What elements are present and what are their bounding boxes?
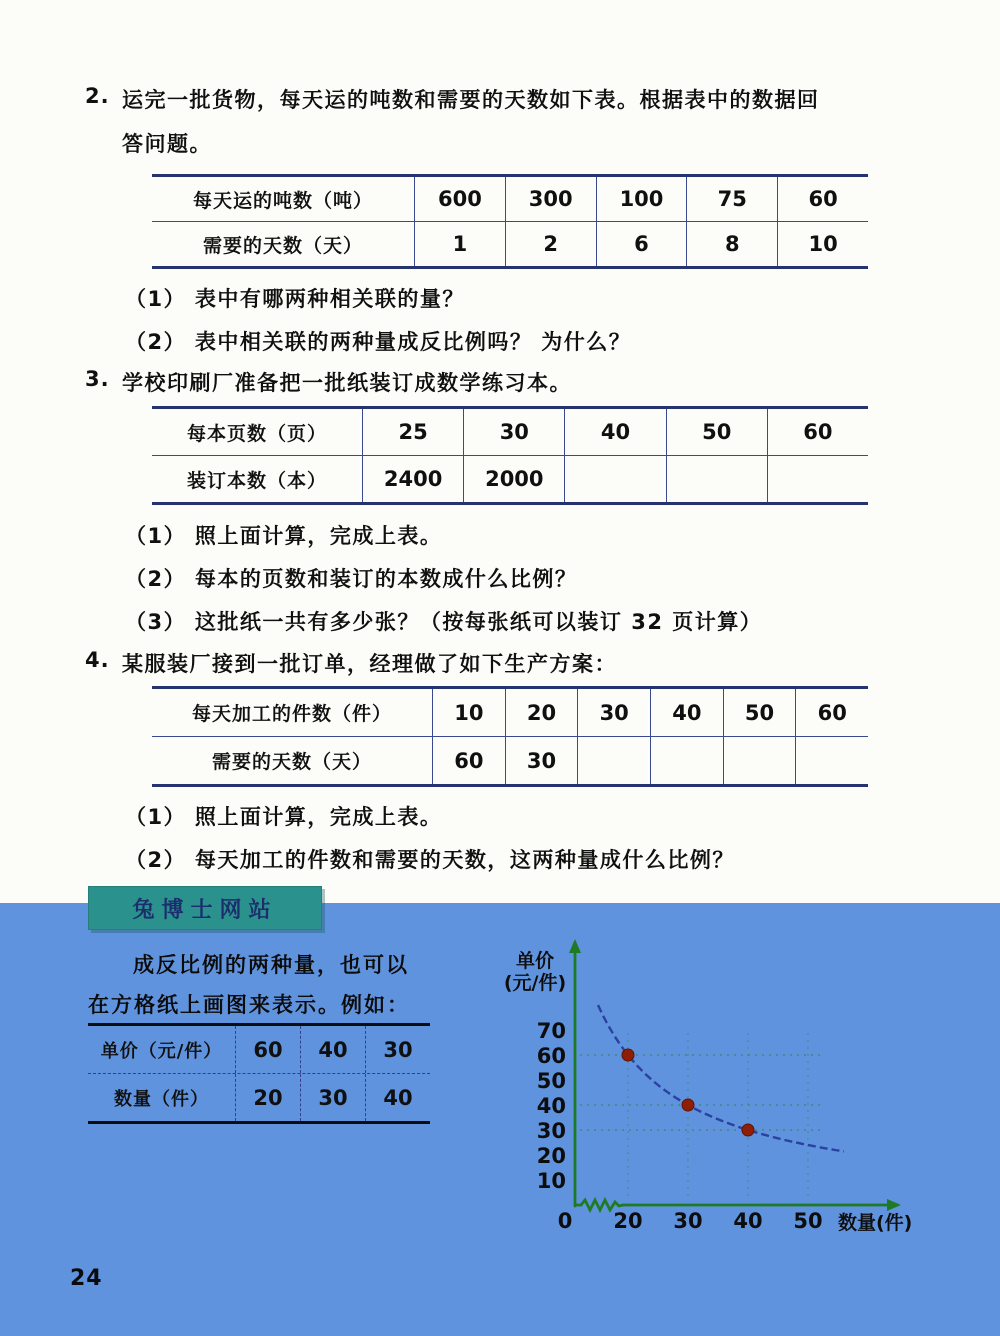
question-2-text-line2: 答问题。 [122,132,212,156]
page-number: 24 [70,1266,103,1291]
svg-text:60: 60 [536,1044,566,1068]
table-cell: 40 [300,1026,365,1073]
svg-text:40: 40 [733,1209,763,1233]
table-cell: 2 [505,222,596,266]
svg-text:20: 20 [613,1209,643,1233]
table-row [152,409,868,455]
table-cell: 60 [777,177,868,221]
svg-text:10: 10 [536,1169,566,1193]
table-cell: 100 [596,177,687,221]
question-3-number: 3. [85,367,110,391]
q3-table [152,406,868,505]
q2-subquestion-1: （1） 表中有哪两种相关联的量？ [125,287,465,311]
panel-badge: 兔博士网站 [88,886,322,930]
table-cell: 60 [235,1026,300,1073]
table-cell: 10 [777,222,868,266]
q2-subquestion-2: （2） 表中相关联的两种量成反比例吗？ 为什么？ [125,330,632,354]
table-cell: 60 [795,689,868,736]
table-cell [650,737,723,784]
question-4-number: 4. [85,648,110,672]
q3-subquestion-2: （2） 每本的页数和装订的本数成什么比例？ [125,567,578,591]
table-cell: 6 [596,222,687,266]
row-label: 每本页数（页） [186,422,327,445]
table-cell: 40 [650,689,723,736]
q4-subquestion-2: （2） 每天加工的件数和需要的天数，这两种量成什么比例？ [125,848,735,872]
price-quantity-table [88,1023,430,1124]
table-row [88,1073,430,1121]
table-cell: 50 [666,409,767,455]
table-cell: 2000 [463,456,564,502]
table-cell: 30 [463,409,564,455]
table-cell [767,456,868,502]
question-4-text: 某服装厂接到一批订单，经理做了如下生产方案： [122,652,617,676]
table-cell: 600 [414,177,505,221]
table-cell: 40 [564,409,665,455]
chart-canvas [480,935,945,1260]
svg-text:30: 30 [536,1119,566,1143]
table-cell: 8 [686,222,777,266]
row-label: 每天加工的件数（件） [191,703,392,725]
table-cell: 30 [577,689,650,736]
row-label: 需要的天数（天） [202,234,363,257]
q2-table [152,174,868,269]
inverse-proportion-chart [480,935,945,1260]
table-cell [723,737,796,784]
table-row [152,177,868,221]
svg-text:50: 50 [536,1069,566,1093]
question-3-text: 学校印刷厂准备把一批纸装订成数学练习本。 [122,371,572,395]
svg-text:20: 20 [536,1144,566,1168]
table-cell: 20 [235,1074,300,1121]
table-cell: 60 [767,409,868,455]
panel-text-line2: 在方格纸上画图来表示。例如： [88,993,410,1017]
row-label: 单价（元/件） [100,1040,223,1062]
table-cell [577,737,650,784]
table-cell [666,456,767,502]
svg-text:0: 0 [557,1209,573,1233]
svg-text:50: 50 [793,1209,823,1233]
row-label: 需要的天数（天） [211,751,372,773]
svg-text:30: 30 [673,1209,703,1233]
table-cell: 60 [432,737,505,784]
table-cell: 1 [414,222,505,266]
table-cell: 30 [505,737,578,784]
table-cell [795,737,868,784]
svg-text:40: 40 [536,1094,566,1118]
table-cell: 40 [365,1074,430,1121]
table-row [88,1026,430,1073]
q4-table [152,686,868,787]
svg-text:70: 70 [536,1019,566,1043]
table-cell: 50 [723,689,796,736]
table-cell: 75 [686,177,777,221]
question-2-text-line1: 运完一批货物，每天运的吨数和需要的天数如下表。根据表中的数据回 [122,88,820,112]
table-row [152,689,868,736]
row-label: 数量（件） [114,1088,209,1110]
table-cell [564,456,665,502]
q3-subquestion-1: （1） 照上面计算，完成上表。 [125,524,443,548]
svg-text:(元/件): (元/件) [503,972,567,994]
row-label: 每天运的吨数（吨） [192,189,373,212]
table-cell: 300 [505,177,596,221]
table-cell: 10 [432,689,505,736]
table-row [152,455,868,502]
q4-subquestion-1: （1） 照上面计算，完成上表。 [125,805,443,829]
svg-text:数量(件): 数量(件) [838,1212,913,1234]
q3-subquestion-3: （3） 这批纸一共有多少张？（按每张纸可以装订 32 页计算） [125,610,763,634]
table-cell: 30 [365,1026,430,1073]
table-cell: 20 [505,689,578,736]
table-row [152,736,868,784]
row-label: 装订本数（本） [186,469,327,492]
panel-text-line1: 成反比例的两种量，也可以 [133,953,409,977]
question-2-number: 2. [85,84,110,108]
table-cell: 30 [300,1074,365,1121]
svg-text:单价: 单价 [515,950,555,972]
table-row [152,221,868,266]
table-cell: 25 [362,409,463,455]
table-cell: 2400 [362,456,463,502]
